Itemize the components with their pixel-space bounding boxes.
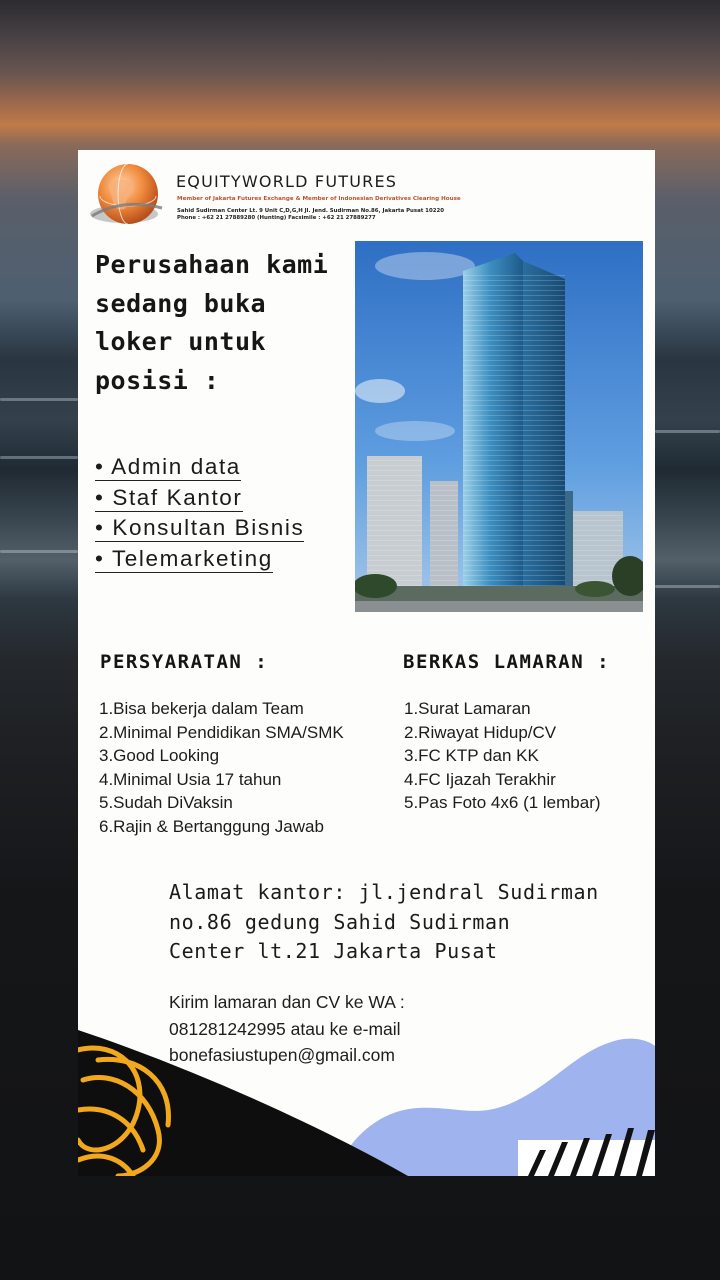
company-phone: Phone : +62 21 27889280 (Hunting) Facsimile : +62 21 27889277 <box>177 215 376 221</box>
document-item: 3.FC KTP dan KK <box>404 746 539 765</box>
job-poster <box>78 150 655 1176</box>
documents-title: BERKAS LAMARAN : <box>403 651 611 673</box>
sea-wave <box>0 456 78 459</box>
address-line: no.86 gedung Sahid Sudirman <box>169 909 511 934</box>
position-item: • Telemarketing <box>95 545 273 571</box>
requirement-item: 5.Sudah DiVaksin <box>99 793 233 812</box>
intro-line: Perusahaan kami <box>95 250 329 279</box>
intro-line: sedang buka <box>95 288 267 318</box>
position-list <box>95 452 304 574</box>
position-item: • Staf Kantor <box>95 484 243 510</box>
contact-info <box>169 989 609 1069</box>
intro-line: loker untuk <box>95 327 267 356</box>
company-name: EQUITYWORLD FUTURES <box>176 172 398 191</box>
intro-heading <box>95 246 355 400</box>
contact-phone: 081281242995 atau ke e-mail <box>169 1018 401 1039</box>
requirement-item: 6.Rajin & Bertanggung Jawab <box>99 816 324 836</box>
address-line: Alamat kantor: jl.jendral Sudirman <box>169 880 599 904</box>
building-photo <box>355 241 643 612</box>
contact-email: bonefasiustupen@gmail.com <box>169 1045 395 1065</box>
document-item: 1.Surat Lamaran <box>404 699 531 718</box>
documents-list <box>404 697 601 815</box>
requirement-item: 3.Good Looking <box>99 746 220 765</box>
position-label: Admin data <box>111 454 241 479</box>
intro-line: posisi : <box>95 365 220 395</box>
position-item: • Konsultan Bisnis <box>95 515 305 540</box>
office-address <box>169 878 609 967</box>
document-item: 4.FC Ijazah Terakhir <box>404 769 556 789</box>
requirement-item: 2.Minimal Pendidikan SMA/SMK <box>99 722 344 742</box>
document-item: 2.Riwayat Hidup/CV <box>404 722 557 742</box>
position-label: Konsultan Bisnis <box>112 515 305 540</box>
sea-wave <box>655 585 720 588</box>
globe-logo-icon <box>86 156 166 236</box>
company-membership: Member of Jakarta Futures Exchange & Member of Indonesian Derivatives Clearing House <box>177 196 461 202</box>
position-label: Staf Kantor <box>112 484 243 510</box>
requirement-item: 1.Bisa bekerja dalam Team <box>99 699 304 718</box>
address-line: Center lt.21 Jakarta Pusat <box>169 939 498 963</box>
sea-wave <box>0 550 78 553</box>
sea-wave <box>655 430 720 433</box>
requirements-title: PERSYARATAN : <box>100 651 269 673</box>
requirements-list <box>99 697 344 838</box>
company-address: Sahid Sudirman Center Lt. 9 Unit C,D,G,H Jl. Jend. Sudirman No.86, Jakarta Pusat 10220 <box>177 208 444 214</box>
contact-line: Kirim lamaran dan CV ke WA : <box>169 992 405 1012</box>
document-item: 5.Pas Foto 4x6 (1 lembar) <box>404 793 601 812</box>
position-item: • Admin data <box>95 454 241 479</box>
position-label: Telemarketing <box>111 545 273 571</box>
sea-wave <box>0 398 78 401</box>
requirement-item: 4.Minimal Usia 17 tahun <box>99 769 282 789</box>
